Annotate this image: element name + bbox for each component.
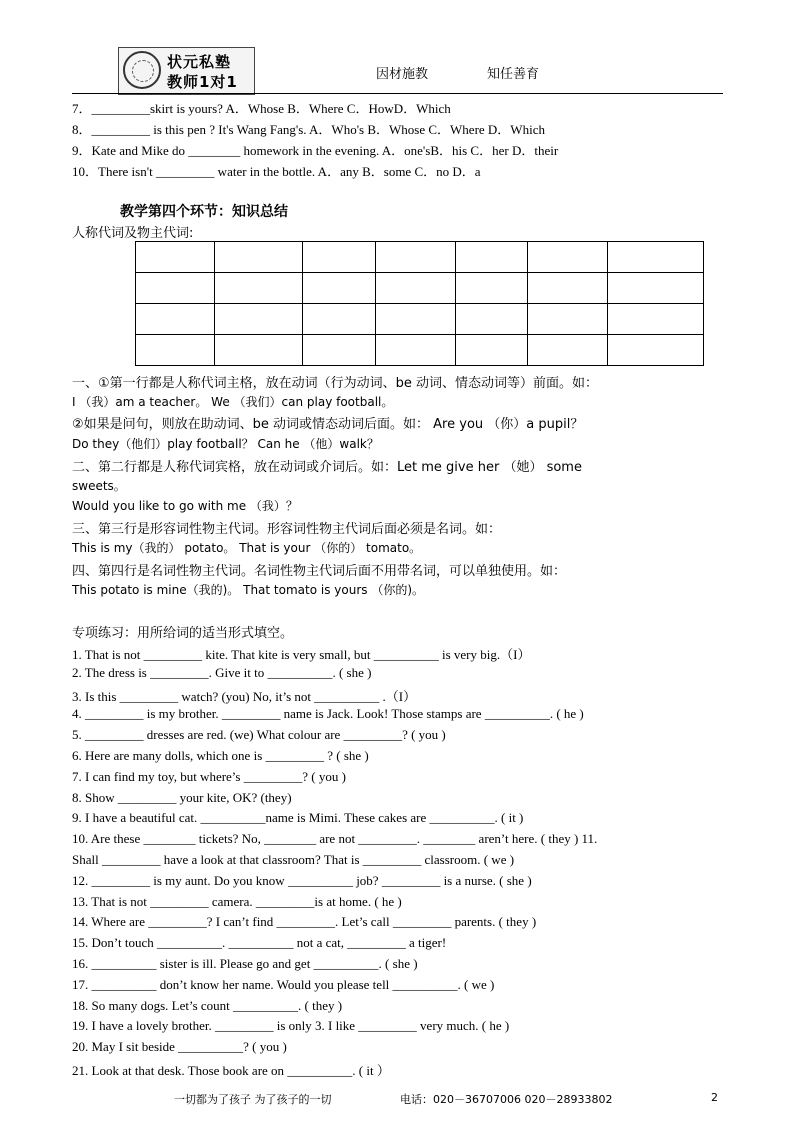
table-row	[136, 304, 704, 335]
practice-item-9: 9. I have a beautiful cat. __________name is Mimi. These cakes are __________. ( it )	[72, 810, 524, 825]
rule-3-heading: 三、第三行是形容词性物主代词。形容词性物主代词后面必须是名词。如：	[72, 522, 502, 537]
practice-item-13: 13. That is not _________ camera. _________is at home. ( he )	[72, 894, 402, 909]
table-cell[interactable]	[376, 273, 456, 304]
rule-2-heading: 二、第二行都是人称代词宾格，放在动词或介词后。如：Let me give her （她） some	[72, 460, 582, 475]
table-cell[interactable]	[215, 242, 303, 273]
rule-1-example: I （我）am a teacher。 We （我们）can play football。	[72, 395, 394, 409]
table-cell[interactable]	[303, 335, 376, 366]
rule-1-heading: 一、①第一行都是人称代词主格，放在动词（行为动词、be 动词、情态动词等）前面。如：	[72, 376, 599, 391]
table-cell[interactable]	[528, 335, 608, 366]
practice-item-10: 10. Are these ________ tickets? No, ________ are not _________. ________ aren’t here. ( they ) 11.	[72, 831, 598, 846]
practice-item-11: Shall _________ have a look at that classroom? That is _________ classroom. ( we )	[72, 852, 515, 867]
practice-item-19: 19. I have a lovely brother. _________ is only 3. I like _________ very much. ( he )	[72, 1018, 510, 1033]
practice-item-4: 4. _________ is my brother. _________ name is Jack. Look! Those stamps are __________. ( he )	[72, 706, 584, 721]
table-cell[interactable]	[456, 273, 528, 304]
practice-item-17: 17. __________ don’t know her name. Would you please tell __________. ( we )	[72, 977, 495, 992]
mc-question-7: 7．_________skirt is yours? A．Whose B．Where C．HowD．Which	[72, 101, 451, 116]
table-cell[interactable]	[376, 304, 456, 335]
practice-item-16: 16. __________ sister is ill. Please go and get __________. ( she )	[72, 956, 418, 971]
table-cell[interactable]	[376, 335, 456, 366]
practice-item-18: 18. So many dogs. Let’s count __________. ( they )	[72, 998, 343, 1013]
practice-item-6: 6. Here are many dolls, which one is _________ ? ( she )	[72, 748, 369, 763]
rule-3-example: This is my（我的） potato。 That is your （你的） tomato。	[72, 541, 422, 555]
footer-phone: 电话：020－36707006 020－28933802	[400, 1093, 613, 1106]
practice-item-7: 7. I can find my toy, but where’s _________? ( you )	[72, 769, 346, 784]
logo-text-line1: 状元私塾	[167, 53, 232, 71]
school-logo	[118, 47, 255, 95]
table-cell[interactable]	[136, 242, 215, 273]
table-cell[interactable]	[528, 273, 608, 304]
table-cell[interactable]	[303, 304, 376, 335]
table-cell[interactable]	[608, 273, 704, 304]
table-cell[interactable]	[215, 304, 303, 335]
table-cell[interactable]	[608, 335, 704, 366]
table-label: 人称代词及物主代词:	[72, 226, 194, 241]
rule-4-example: This potato is mine（我的)。 That tomato is yours （你的)。	[72, 583, 425, 597]
practice-title: 专项练习：用所给词的适当形式填空。	[72, 626, 294, 641]
practice-item-8: 8. Show _________ your kite, OK? (they)	[72, 790, 292, 805]
table-cell[interactable]	[136, 273, 215, 304]
rule-2-example: Would you like to go with me （我）？	[72, 499, 298, 513]
table-cell[interactable]	[528, 242, 608, 273]
mc-question-9: 9．Kate and Mike do ________ homework in the evening. A．one'sB．his C．her D．their	[72, 143, 559, 158]
mc-question-10: 10．There isn't _________ water in the bottle. A．any B．some C．no D．a	[72, 164, 481, 179]
header-divider	[72, 93, 723, 94]
practice-item-20: 20. May I sit beside __________? ( you )	[72, 1039, 287, 1054]
practice-item-21: 21. Look at that desk. Those book are on __________. ( it ）	[72, 1063, 390, 1078]
table-cell[interactable]	[608, 242, 704, 273]
practice-item-1: 1. That is not _________ kite. That kite is very small, but __________ is very big.（I）	[72, 647, 531, 662]
rule-2-continuation: sweets。	[72, 479, 126, 493]
table-cell[interactable]	[136, 304, 215, 335]
table-cell[interactable]	[456, 242, 528, 273]
table-cell[interactable]	[456, 335, 528, 366]
page-number: 2	[711, 1091, 718, 1104]
table-row	[136, 273, 704, 304]
header-motto-2: 知任善育	[487, 67, 540, 82]
rule-1-question-example: Do they（他们）play football？ Can he （他）walk？	[72, 437, 379, 451]
table-cell[interactable]	[136, 335, 215, 366]
footer-slogan: 一切都为了孩子 为了孩子的一切	[174, 1093, 332, 1106]
practice-item-5: 5. _________ dresses are red. (we) What colour are _________? ( you )	[72, 727, 446, 742]
mc-question-8: 8．_________ is this pen ? It's Wang Fang's. A．Who's B．Whose C．Where D．Which	[72, 122, 545, 137]
section-title: 教学第四个环节：知识总结	[120, 204, 288, 220]
logo-text-line2: 教师1对1	[167, 73, 238, 91]
practice-item-15: 15. Don’t touch __________. __________ not a cat, _________ a tiger!	[72, 935, 447, 950]
table-cell[interactable]	[215, 273, 303, 304]
table-row	[136, 242, 704, 273]
table-cell[interactable]	[215, 335, 303, 366]
table-cell[interactable]	[456, 304, 528, 335]
table-cell[interactable]	[608, 304, 704, 335]
table-cell[interactable]	[303, 242, 376, 273]
pronoun-table	[135, 241, 704, 366]
table-cell[interactable]	[303, 273, 376, 304]
practice-item-3: 3. Is this _________ watch? (you) No, it’s not __________ .（I）	[72, 689, 417, 704]
table-cell[interactable]	[528, 304, 608, 335]
practice-item-14: 14. Where are _________? I can’t find _________. Let’s call _________ parents. ( they )	[72, 914, 537, 929]
header-motto-1: 因材施教	[376, 67, 429, 82]
practice-item-2: 2. The dress is _________. Give it to __________. ( she )	[72, 665, 372, 680]
table-row	[136, 335, 704, 366]
table-cell[interactable]	[376, 242, 456, 273]
rule-1-question-note: ②如果是问句，则放在助动词、be 动词或情态动词后面。如： Are you （你）a pupil？	[72, 417, 584, 432]
rule-4-heading: 四、第四行是名词性物主代词。名词性物主代词后面不用带名词，可以单独使用。如：	[72, 564, 567, 579]
seal-emblem-icon	[123, 51, 161, 89]
practice-item-12: 12. _________ is my aunt. Do you know __________ job? _________ is a nurse. ( she )	[72, 873, 532, 888]
